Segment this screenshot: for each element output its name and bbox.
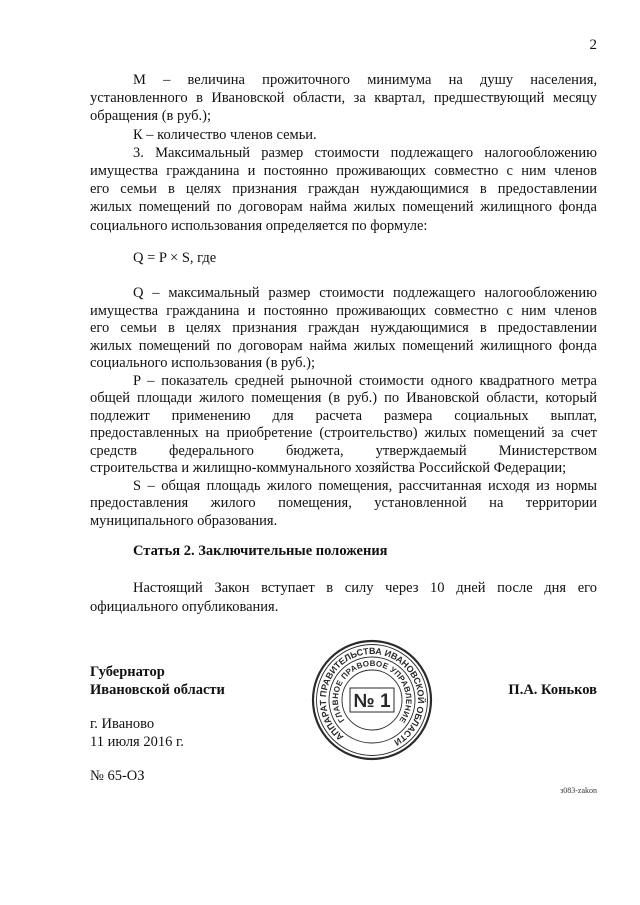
seal-outer-text-path: АППАРАТ ПРАВИТЕЛЬСТВА ИВАНОВСКОЙ ОБЛАСТИ — [317, 645, 427, 748]
text-line: социального использования определяется по формуле: — [90, 217, 428, 234]
text-line: предоставления жилого помещения, установленной на территории — [90, 495, 597, 511]
text-line: его семьи в целях признания граждан нуждающимися в предоставлении — [90, 320, 597, 336]
official-seal — [310, 638, 434, 762]
text-line: М – величина прожиточного минимума на душу населения, — [133, 72, 597, 88]
text-line: обращения (в руб.); — [90, 108, 212, 125]
text-line: официального опубликования. — [90, 599, 279, 615]
text-line: жилых помещений по договорам найма жилых помещений жилищного фонда — [90, 337, 597, 354]
signatory-region: Ивановской области — [90, 682, 225, 698]
text-line: установленного в Ивановской области, за квартал, предшествующий месяцу — [90, 90, 597, 107]
article-text — [90, 579, 597, 617]
page-number: 2 — [589, 37, 597, 53]
article-heading: Статья 2. Заключительные положения — [133, 543, 388, 559]
formula: Q = P × S, где — [133, 250, 217, 266]
text-line: имущества гражданина и постоянно проживающих совместно с ним членов — [90, 162, 597, 179]
seal-center-number: № 1 — [353, 691, 391, 712]
formula-explanation-block — [90, 285, 597, 530]
text-line: P – показатель средней рыночной стоимости одного квадратного метра — [133, 372, 597, 389]
text-line: 3. Максимальный размер стоимости подлежащего налогообложению — [133, 144, 597, 161]
text-line: предоставленных на приобретение (строительство) жилых помещений за счет — [90, 425, 597, 441]
text-line: Q – максимальный размер стоимости подлежащего налогообложению — [133, 285, 597, 301]
law-number: № 65-ОЗ — [90, 768, 145, 784]
text-line: общей площади жилого помещения (в руб.) по Ивановской области, который — [90, 390, 597, 406]
text-line: средств федерального бюджета, утверждаемый Министерством — [90, 442, 597, 459]
text-line: подлежит применению для расчета размера социальных выплат, — [90, 407, 597, 424]
signing-date: 11 июля 2016 г. — [90, 734, 184, 750]
seal-inner-text-path: ГЛАВНОЕ ПРАВОВОЕ УПРАВЛЕНИЕ — [330, 658, 414, 725]
signing-city: г. Иваново — [90, 716, 155, 732]
text-line: Настоящий Закон вступает в силу через 10 дней после дня его — [133, 580, 597, 596]
definitions-block — [90, 71, 597, 235]
signatory-title: Губернатор — [90, 664, 165, 680]
text-line: жилых помещений по договорам найма жилых помещений жилищного фонда — [90, 199, 597, 216]
signatory-name: П.А. Коньков — [508, 682, 597, 698]
text-line: К – количество членов семьи. — [133, 126, 317, 143]
text-line: муниципального образования. — [90, 512, 278, 529]
document-code: з083-zakon — [560, 786, 597, 795]
text-line: имущества гражданина и постоянно проживающих совместно с ним членов — [90, 302, 597, 319]
text-line: S – общая площадь жилого помещения, рассчитанная исходя из нормы — [133, 477, 597, 494]
text-line: строительства и жилищно-коммунального хозяйства Российской Федерации; — [90, 460, 567, 476]
text-line: его семьи в целях признания граждан нуждающимися в предоставлении — [90, 181, 597, 198]
text-line: социального использования (в руб.); — [90, 355, 316, 371]
